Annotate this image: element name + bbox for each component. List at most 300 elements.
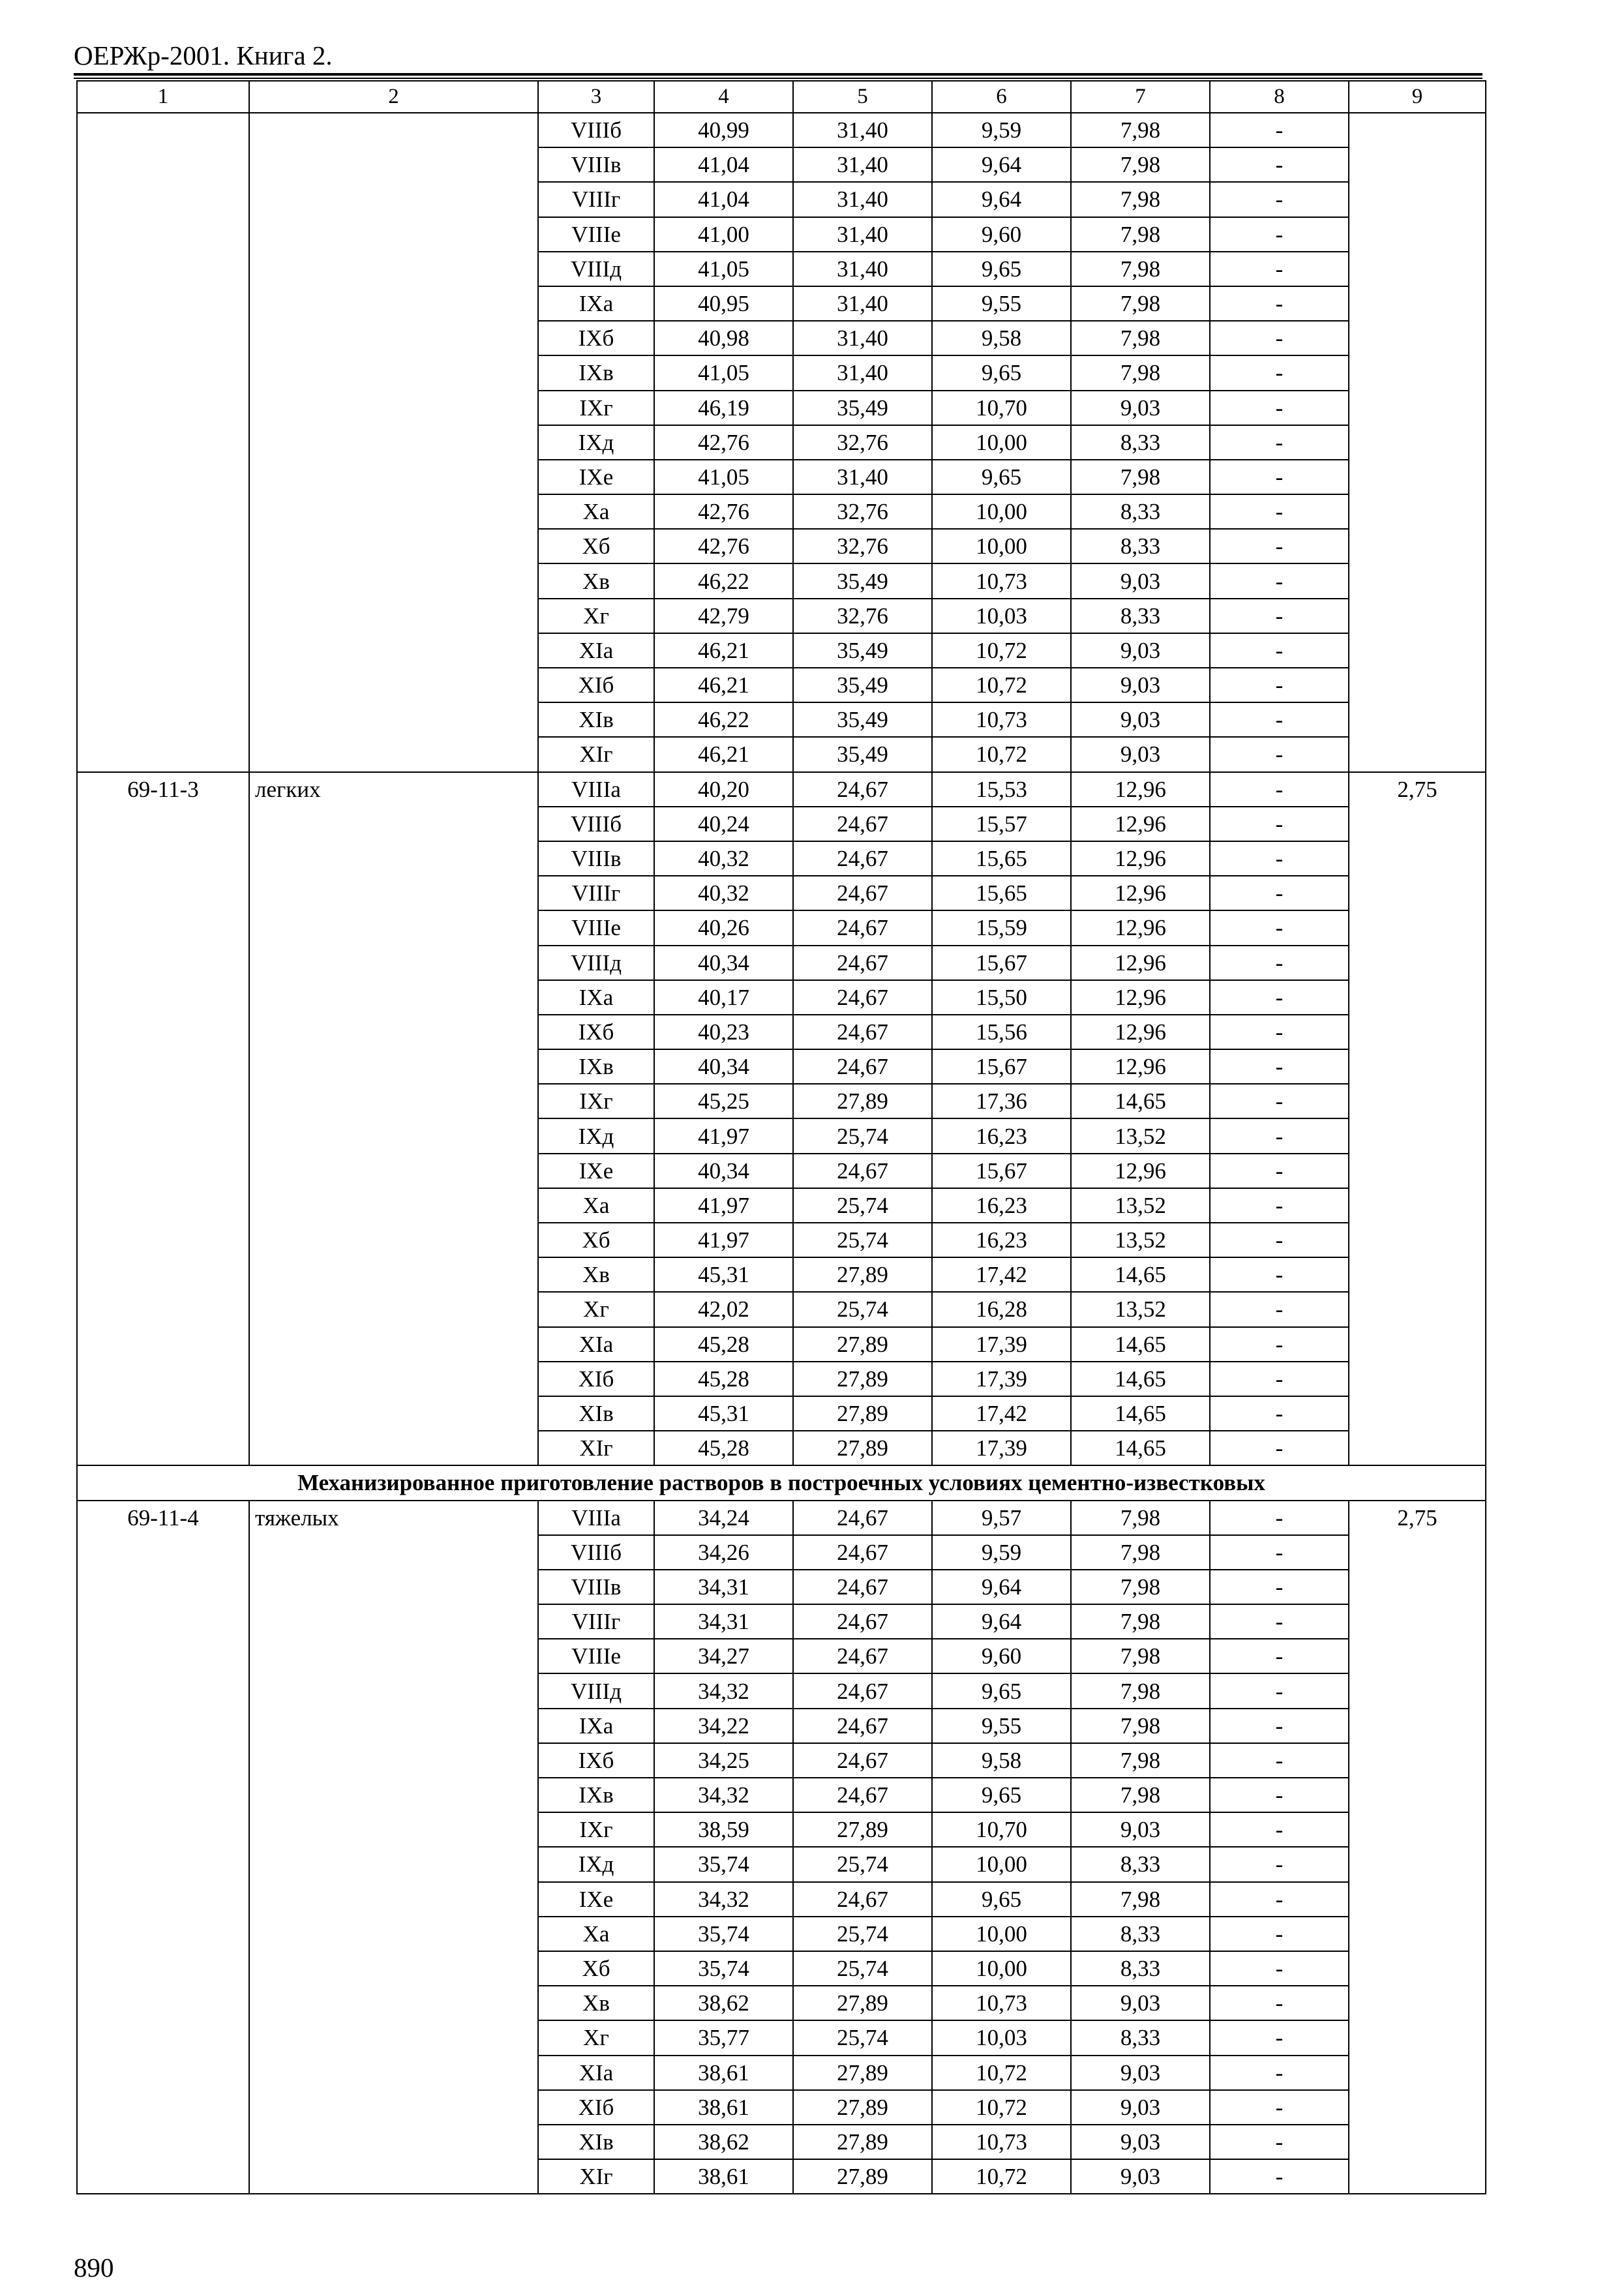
table-cell: XIб xyxy=(538,2090,654,2125)
table-cell: 12,96 xyxy=(1071,980,1210,1015)
table-cell: 34,22 xyxy=(654,1709,793,1743)
table-cell: 9,65 xyxy=(932,1778,1071,1812)
table-cell: 25,74 xyxy=(793,1223,932,1257)
table-cell: 8,33 xyxy=(1071,599,1210,633)
table-cell: 10,03 xyxy=(932,2020,1071,2055)
table-cell: VIIIе xyxy=(538,217,654,252)
table-cell: 10,00 xyxy=(932,529,1071,563)
table-cell: Xг xyxy=(538,599,654,633)
table-cell: 10,70 xyxy=(932,1812,1071,1847)
table-cell: 13,52 xyxy=(1071,1118,1210,1153)
table-cell: - xyxy=(1210,1709,1349,1743)
table-cell: 42,02 xyxy=(654,1292,793,1326)
table-cell: 32,76 xyxy=(793,529,932,563)
table-cell: 38,61 xyxy=(654,2090,793,2125)
table-cell: 10,73 xyxy=(932,702,1071,737)
table-cell: 7,98 xyxy=(1071,1535,1210,1570)
table-cell: - xyxy=(1210,876,1349,910)
table-cell: - xyxy=(1210,460,1349,494)
table-cell: 35,74 xyxy=(654,1951,793,1986)
table-cell: IXд xyxy=(538,1118,654,1153)
table-cell: - xyxy=(1210,841,1349,876)
table-cell: 9,65 xyxy=(932,355,1071,390)
column-number: 6 xyxy=(932,81,1071,113)
table-cell: Xв xyxy=(538,1986,654,2020)
table-cell: XIг xyxy=(538,2159,654,2194)
table-cell: 17,42 xyxy=(932,1257,1071,1292)
table-cell: 40,34 xyxy=(654,1049,793,1084)
table-row xyxy=(77,772,1486,807)
table-cell: 9,03 xyxy=(1071,2125,1210,2159)
table-cell: 41,00 xyxy=(654,217,793,252)
table-cell: 10,73 xyxy=(932,563,1071,598)
table-cell: 25,74 xyxy=(793,1292,932,1326)
table-cell: 15,56 xyxy=(932,1015,1071,1049)
table-cell: 24,67 xyxy=(793,1882,932,1917)
table-cell: 24,67 xyxy=(793,1709,932,1743)
table-cell: 8,33 xyxy=(1071,1917,1210,1951)
table-cell: XIг xyxy=(538,1431,654,1465)
table-cell: 25,74 xyxy=(793,1118,932,1153)
table-cell: 14,65 xyxy=(1071,1362,1210,1396)
table-cell: 12,96 xyxy=(1071,772,1210,807)
table-cell: 34,32 xyxy=(654,1778,793,1812)
table-cell: Xб xyxy=(538,1223,654,1257)
table-cell: XIб xyxy=(538,668,654,702)
table-cell: 7,98 xyxy=(1071,147,1210,182)
table-cell: 10,70 xyxy=(932,391,1071,425)
table-cell: 7,98 xyxy=(1071,460,1210,494)
column-number: 3 xyxy=(538,81,654,113)
table-cell: 7,98 xyxy=(1071,1604,1210,1639)
table-cell: 42,76 xyxy=(654,494,793,529)
table-cell: 7,98 xyxy=(1071,286,1210,321)
table-cell: Xа xyxy=(538,1917,654,1951)
table-cell: 12,96 xyxy=(1071,1049,1210,1084)
table-cell: 25,74 xyxy=(793,1951,932,1986)
table-cell: 27,89 xyxy=(793,2056,932,2090)
item-code: 69-11-4 xyxy=(77,1501,249,2194)
table-cell: 13,52 xyxy=(1071,1188,1210,1223)
table-cell: 35,49 xyxy=(793,702,932,737)
table-cell: 15,67 xyxy=(932,1154,1071,1188)
table-cell: 16,23 xyxy=(932,1188,1071,1223)
table-cell: 8,33 xyxy=(1071,1847,1210,1881)
table-cell: 25,74 xyxy=(793,2020,932,2055)
table-cell: 34,31 xyxy=(654,1604,793,1639)
table-cell: 10,73 xyxy=(932,2125,1071,2159)
table-cell: 10,72 xyxy=(932,668,1071,702)
table-cell: 10,72 xyxy=(932,2056,1071,2090)
table-cell: - xyxy=(1210,1535,1349,1570)
column-number: 1 xyxy=(77,81,249,113)
table-cell: - xyxy=(1210,807,1349,841)
table-cell: 10,72 xyxy=(932,2159,1071,2194)
table-cell: VIIIд xyxy=(538,946,654,980)
table-cell: IXд xyxy=(538,1847,654,1881)
table-cell: 32,76 xyxy=(793,494,932,529)
table-cell: VIIIа xyxy=(538,772,654,807)
column-number-row xyxy=(77,81,1486,113)
table-cell: - xyxy=(1210,1778,1349,1812)
table-cell: - xyxy=(1210,2056,1349,2090)
table-cell: 31,40 xyxy=(793,147,932,182)
table-cell: 42,76 xyxy=(654,529,793,563)
section-row xyxy=(77,1465,1486,1500)
table-cell: - xyxy=(1210,599,1349,633)
table-row xyxy=(77,113,1486,147)
table-cell: Xг xyxy=(538,2020,654,2055)
column-number: 8 xyxy=(1210,81,1349,113)
table-cell: 42,76 xyxy=(654,425,793,460)
table-cell: 45,28 xyxy=(654,1362,793,1396)
table-cell: 27,89 xyxy=(793,1431,932,1465)
table-cell: 9,03 xyxy=(1071,633,1210,668)
table-cell: 24,67 xyxy=(793,1154,932,1188)
table-cell: 7,98 xyxy=(1071,355,1210,390)
rates-table xyxy=(76,80,1486,2194)
table-cell: - xyxy=(1210,1118,1349,1153)
table-cell: 9,65 xyxy=(932,1673,1071,1708)
table-cell: 27,89 xyxy=(793,1327,932,1362)
table-cell: - xyxy=(1210,1188,1349,1223)
table-cell: 14,65 xyxy=(1071,1431,1210,1465)
table-cell: IXб xyxy=(538,1015,654,1049)
table-cell: VIIIд xyxy=(538,1673,654,1708)
table-cell: 10,00 xyxy=(932,1847,1071,1881)
table-cell: 24,67 xyxy=(793,1015,932,1049)
table-cell: 31,40 xyxy=(793,286,932,321)
table-cell: - xyxy=(1210,1362,1349,1396)
table-cell: IXа xyxy=(538,286,654,321)
item-col9: 2,75 xyxy=(1349,772,1486,1466)
table-cell: 13,52 xyxy=(1071,1223,1210,1257)
table-cell: 16,28 xyxy=(932,1292,1071,1326)
table-cell: 35,77 xyxy=(654,2020,793,2055)
item-code xyxy=(77,113,249,772)
table-cell: 14,65 xyxy=(1071,1327,1210,1362)
table-cell: - xyxy=(1210,217,1349,252)
table-cell: - xyxy=(1210,910,1349,945)
table-cell: - xyxy=(1210,1951,1349,1986)
table-cell: 45,31 xyxy=(654,1396,793,1431)
table-cell: 40,17 xyxy=(654,980,793,1015)
table-cell: 8,33 xyxy=(1071,529,1210,563)
table-cell: 40,95 xyxy=(654,286,793,321)
table-cell: 7,98 xyxy=(1071,182,1210,217)
table-cell: 46,22 xyxy=(654,563,793,598)
table-cell: 13,52 xyxy=(1071,1292,1210,1326)
table-cell: 34,31 xyxy=(654,1570,793,1604)
table-cell: 35,49 xyxy=(793,391,932,425)
table-cell: IXб xyxy=(538,321,654,355)
table-cell: 46,21 xyxy=(654,633,793,668)
header-rule xyxy=(74,73,1482,79)
table-cell: 24,67 xyxy=(793,1604,932,1639)
table-cell: 38,61 xyxy=(654,2056,793,2090)
table-cell: - xyxy=(1210,147,1349,182)
table-cell: 9,59 xyxy=(932,113,1071,147)
table-cell: - xyxy=(1210,1743,1349,1778)
table-cell: 9,03 xyxy=(1071,1812,1210,1847)
table-cell: 10,00 xyxy=(932,425,1071,460)
table-cell: Xв xyxy=(538,563,654,598)
table-cell: - xyxy=(1210,494,1349,529)
table-cell: 10,72 xyxy=(932,737,1071,771)
table-cell: VIIIб xyxy=(538,1535,654,1570)
table-cell: Xа xyxy=(538,494,654,529)
table-cell: 40,32 xyxy=(654,841,793,876)
table-cell: XIб xyxy=(538,1362,654,1396)
table-cell: 24,67 xyxy=(793,1778,932,1812)
table-cell: 25,74 xyxy=(793,1847,932,1881)
table-cell: 32,76 xyxy=(793,425,932,460)
table-cell: VIIIа xyxy=(538,1501,654,1535)
table-cell: 9,03 xyxy=(1071,391,1210,425)
table-cell: 9,60 xyxy=(932,1639,1071,1673)
table-cell: 9,03 xyxy=(1071,702,1210,737)
table-cell: 8,33 xyxy=(1071,494,1210,529)
table-cell: 9,03 xyxy=(1071,1986,1210,2020)
item-name: тяжелых xyxy=(249,1501,538,2194)
table-cell: - xyxy=(1210,1396,1349,1431)
table-cell: 7,98 xyxy=(1071,1501,1210,1535)
table-cell: 9,58 xyxy=(932,321,1071,355)
table-cell: 40,32 xyxy=(654,876,793,910)
table-cell: 24,67 xyxy=(793,876,932,910)
table-cell: 7,98 xyxy=(1071,1778,1210,1812)
table-cell: 45,28 xyxy=(654,1327,793,1362)
table-cell: 10,00 xyxy=(932,494,1071,529)
table-cell: - xyxy=(1210,1882,1349,1917)
table-cell: 9,55 xyxy=(932,1709,1071,1743)
table-cell: 35,49 xyxy=(793,633,932,668)
table-cell: IXа xyxy=(538,980,654,1015)
table-cell: 8,33 xyxy=(1071,2020,1210,2055)
table-cell: 24,67 xyxy=(793,807,932,841)
table-cell: VIIIв xyxy=(538,1570,654,1604)
table-cell: 31,40 xyxy=(793,182,932,217)
table-cell: 41,97 xyxy=(654,1223,793,1257)
table-cell: - xyxy=(1210,355,1349,390)
table-cell: 41,97 xyxy=(654,1188,793,1223)
table-cell: IXд xyxy=(538,425,654,460)
table-cell: 40,99 xyxy=(654,113,793,147)
table-cell: XIв xyxy=(538,2125,654,2159)
table-cell: 12,96 xyxy=(1071,841,1210,876)
table-cell: 38,62 xyxy=(654,1986,793,2020)
table-cell: - xyxy=(1210,425,1349,460)
table-cell: 34,32 xyxy=(654,1882,793,1917)
table-cell: 38,59 xyxy=(654,1812,793,1847)
table-cell: 34,26 xyxy=(654,1535,793,1570)
table-cell: 9,65 xyxy=(932,460,1071,494)
table-cell: 35,49 xyxy=(793,668,932,702)
table-cell: - xyxy=(1210,946,1349,980)
table-cell: 15,57 xyxy=(932,807,1071,841)
table-cell: - xyxy=(1210,668,1349,702)
table-cell: 24,67 xyxy=(793,1049,932,1084)
table-cell: 10,00 xyxy=(932,1917,1071,1951)
table-cell: 27,89 xyxy=(793,1084,932,1118)
column-number: 2 xyxy=(249,81,538,113)
table-cell: 12,96 xyxy=(1071,1154,1210,1188)
column-number: 9 xyxy=(1349,81,1486,113)
table-cell: 41,05 xyxy=(654,460,793,494)
section-title: Механизированное приготовление растворов в построечных условиях цементно-известковых xyxy=(77,1465,1486,1500)
table-cell: - xyxy=(1210,980,1349,1015)
table-cell: 24,67 xyxy=(793,1570,932,1604)
table-cell: 9,55 xyxy=(932,286,1071,321)
table-cell: Xб xyxy=(538,529,654,563)
table-cell: 41,05 xyxy=(654,252,793,286)
table-cell: 27,89 xyxy=(793,1257,932,1292)
table-cell: IXе xyxy=(538,460,654,494)
table-cell: IXв xyxy=(538,1778,654,1812)
table-cell: - xyxy=(1210,772,1349,807)
table-cell: 9,57 xyxy=(932,1501,1071,1535)
table-cell: 15,59 xyxy=(932,910,1071,945)
table-cell: 41,05 xyxy=(654,355,793,390)
item-col9: 2,75 xyxy=(1349,1501,1486,2194)
table-cell: - xyxy=(1210,529,1349,563)
table-cell: XIв xyxy=(538,1396,654,1431)
table-cell: 17,39 xyxy=(932,1431,1071,1465)
table-cell: 15,53 xyxy=(932,772,1071,807)
table-cell: - xyxy=(1210,2159,1349,2194)
table-cell: 31,40 xyxy=(793,252,932,286)
table-cell: 27,89 xyxy=(793,2090,932,2125)
table-cell: 9,64 xyxy=(932,147,1071,182)
table-cell: 7,98 xyxy=(1071,321,1210,355)
table-cell: - xyxy=(1210,1847,1349,1881)
table-cell: 9,03 xyxy=(1071,668,1210,702)
table-cell: 31,40 xyxy=(793,321,932,355)
table-cell: 24,67 xyxy=(793,910,932,945)
table-cell: 12,96 xyxy=(1071,946,1210,980)
table-cell: 46,19 xyxy=(654,391,793,425)
table-cell: 27,89 xyxy=(793,1362,932,1396)
table-cell: 24,67 xyxy=(793,841,932,876)
table-cell: 42,79 xyxy=(654,599,793,633)
table-cell: IXг xyxy=(538,391,654,425)
table-cell: - xyxy=(1210,563,1349,598)
table-cell: 40,98 xyxy=(654,321,793,355)
table-cell: 40,34 xyxy=(654,946,793,980)
table-cell: 24,67 xyxy=(793,1673,932,1708)
table-cell: - xyxy=(1210,113,1349,147)
table-cell: 46,21 xyxy=(654,668,793,702)
table-cell: - xyxy=(1210,633,1349,668)
table-cell: 9,60 xyxy=(932,217,1071,252)
table-cell: XIв xyxy=(538,702,654,737)
item-col9 xyxy=(1349,113,1486,772)
table-cell: Xа xyxy=(538,1188,654,1223)
table-cell: 31,40 xyxy=(793,217,932,252)
table-cell: Xг xyxy=(538,1292,654,1326)
table-cell: - xyxy=(1210,252,1349,286)
table-cell: - xyxy=(1210,1084,1349,1118)
table-cell: 27,89 xyxy=(793,1812,932,1847)
table-cell: 35,74 xyxy=(654,1917,793,1951)
table-cell: XIг xyxy=(538,737,654,771)
table-cell: VIIIе xyxy=(538,1639,654,1673)
table-cell: 9,58 xyxy=(932,1743,1071,1778)
table-cell: - xyxy=(1210,321,1349,355)
table-cell: - xyxy=(1210,1257,1349,1292)
table-cell: - xyxy=(1210,286,1349,321)
table-cell: 25,74 xyxy=(793,1188,932,1223)
column-number: 7 xyxy=(1071,81,1210,113)
table-cell: VIIIг xyxy=(538,1604,654,1639)
table-cell: XIа xyxy=(538,633,654,668)
table-cell: 24,67 xyxy=(793,946,932,980)
table-cell: 34,25 xyxy=(654,1743,793,1778)
table-cell: - xyxy=(1210,1673,1349,1708)
table-cell: VIIIб xyxy=(538,113,654,147)
table-cell: 7,98 xyxy=(1071,252,1210,286)
table-cell: IXа xyxy=(538,1709,654,1743)
table-cell: 9,64 xyxy=(932,1570,1071,1604)
table-cell: IXв xyxy=(538,355,654,390)
table-cell: 9,03 xyxy=(1071,2090,1210,2125)
table-cell: 9,03 xyxy=(1071,2159,1210,2194)
table-cell: IXг xyxy=(538,1812,654,1847)
table-cell: - xyxy=(1210,1570,1349,1604)
table-cell: 9,64 xyxy=(932,182,1071,217)
table-cell: 27,89 xyxy=(793,2125,932,2159)
table-cell: 46,22 xyxy=(654,702,793,737)
table-cell: 41,97 xyxy=(654,1118,793,1153)
table-cell: 34,24 xyxy=(654,1501,793,1535)
table-cell: 9,64 xyxy=(932,1604,1071,1639)
table-cell: 10,72 xyxy=(932,2090,1071,2125)
table-cell: VIIIб xyxy=(538,807,654,841)
table-cell: 40,26 xyxy=(654,910,793,945)
table-cell: 16,23 xyxy=(932,1223,1071,1257)
item-code: 69-11-3 xyxy=(77,772,249,1466)
table-cell: 45,31 xyxy=(654,1257,793,1292)
table-cell: - xyxy=(1210,1501,1349,1535)
table-cell: 25,74 xyxy=(793,1917,932,1951)
table-cell: 12,96 xyxy=(1071,1015,1210,1049)
table-cell: 15,65 xyxy=(932,876,1071,910)
table-cell: 7,98 xyxy=(1071,1570,1210,1604)
table-cell: 35,49 xyxy=(793,563,932,598)
table-cell: 27,89 xyxy=(793,2159,932,2194)
table-cell: 7,98 xyxy=(1071,217,1210,252)
table-cell: - xyxy=(1210,1639,1349,1673)
table-cell: - xyxy=(1210,1986,1349,2020)
table-cell: IXе xyxy=(538,1882,654,1917)
table-cell: 7,98 xyxy=(1071,1673,1210,1708)
item-name xyxy=(249,113,538,772)
table-cell: 40,23 xyxy=(654,1015,793,1049)
table-cell: 46,21 xyxy=(654,737,793,771)
table-cell: IXб xyxy=(538,1743,654,1778)
table-cell: 7,98 xyxy=(1071,1882,1210,1917)
table-cell: 38,62 xyxy=(654,2125,793,2159)
table-cell: - xyxy=(1210,1812,1349,1847)
table-cell: - xyxy=(1210,1292,1349,1326)
table-cell: 45,28 xyxy=(654,1431,793,1465)
table-cell: 9,03 xyxy=(1071,563,1210,598)
table-cell: 16,23 xyxy=(932,1118,1071,1153)
column-number: 5 xyxy=(793,81,932,113)
table-cell: 7,98 xyxy=(1071,1709,1210,1743)
table-cell: 14,65 xyxy=(1071,1084,1210,1118)
table-row xyxy=(77,1501,1486,1535)
